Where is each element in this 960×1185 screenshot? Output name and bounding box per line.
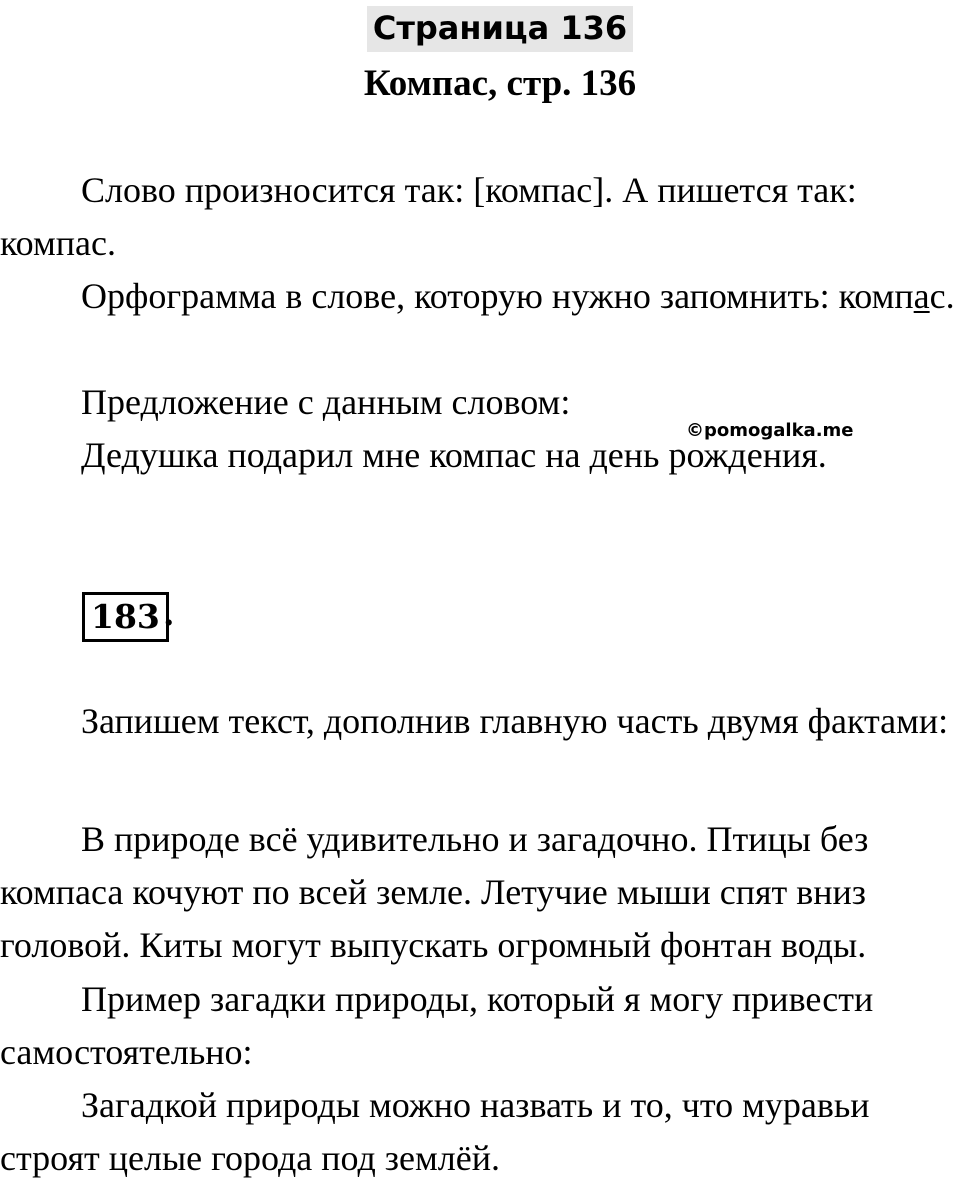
paragraph-own-example: Загадкой природы можно назвать и то, что муравьи строят целые города под землёй. xyxy=(0,1085,870,1178)
page-label-text: Страница 136 xyxy=(367,6,633,52)
orthogram-text-end: с. xyxy=(929,276,955,316)
task-number-dot: . xyxy=(163,594,175,633)
page-title: Компас, стр. 136 xyxy=(363,63,637,104)
paragraph-task-instruction: Запишем текст, дополнив главную часть двумя фактами: xyxy=(81,701,949,741)
orthogram-underlined-letter: а xyxy=(913,276,930,316)
paragraph-own-example-intro: Пример загадки природы, который я могу привести самостоятельно: xyxy=(0,979,874,1072)
paragraph-nature-facts: В природе всё удивительно и загадочно. Птицы без компаса кочуют по всей земле. Летучие мыши спят вниз головой. Киты могут выпускать огромный фонтан воды. xyxy=(0,819,869,965)
orthogram-text: Орфограмма в слове, которую нужно запомнить: комп xyxy=(81,276,914,316)
watermark: ©pomogalka.me xyxy=(686,420,854,441)
paragraph-example-sentence: Дедушка подарил мне компас на день рождения. xyxy=(81,435,827,475)
task-number-box: 183 xyxy=(82,592,169,642)
page-label xyxy=(0,6,960,52)
paragraph-pronunciation: Слово произносится так: [компас]. А пишется так: компас. xyxy=(0,170,857,263)
paragraph-orthogram xyxy=(0,270,955,323)
paragraph-sentence-intro: Предложение с данным словом: xyxy=(81,382,571,422)
